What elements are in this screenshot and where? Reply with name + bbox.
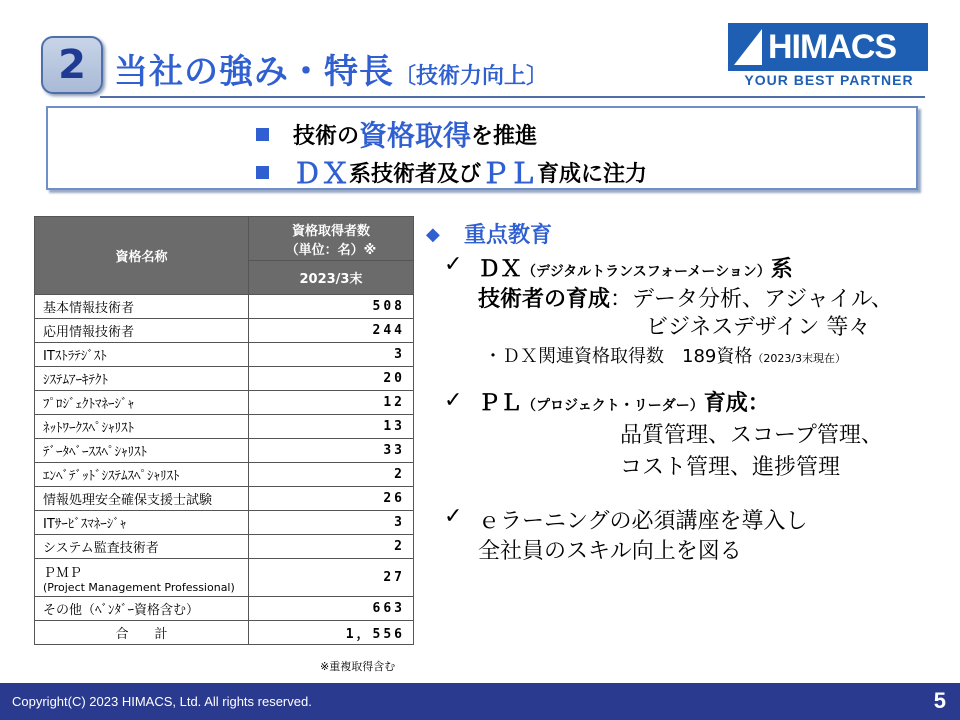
table-row bbox=[35, 439, 414, 463]
table-cell-name: 応用情報技術者 bbox=[35, 319, 249, 343]
table-cell-name: ﾈｯﾄﾜｰｸｽﾍﾟｼｬﾘｽﾄ bbox=[35, 415, 249, 439]
table-cell-value: 12 bbox=[249, 391, 414, 415]
table-cell-name: 基本情報技術者 bbox=[35, 295, 249, 319]
highlight-text: 系技術者及び bbox=[349, 161, 482, 187]
dx-line-2 bbox=[478, 282, 893, 313]
col-header-count bbox=[249, 217, 414, 261]
page-number: 5 bbox=[933, 688, 946, 713]
check-icon: ✓ bbox=[444, 504, 463, 529]
table-row bbox=[35, 295, 414, 319]
table-note: ※重複取得含む bbox=[320, 660, 396, 673]
dx-line-3: ビジネスデザイン 等々 bbox=[646, 315, 871, 340]
highlight-text: 技術の bbox=[293, 123, 360, 149]
table-cell-name: ITｽﾄﾗﾃｼﾞｽﾄ bbox=[35, 343, 249, 367]
table-row bbox=[35, 367, 414, 391]
check-icon: ✓ bbox=[444, 388, 463, 413]
pl-heading bbox=[478, 386, 770, 417]
dx-line2-rest: ：データ分析、アジャイル、 bbox=[610, 287, 893, 312]
square-bullet-icon bbox=[256, 128, 269, 141]
table-cell-value: 663 bbox=[249, 597, 414, 621]
table-cell-value: 2 bbox=[249, 535, 414, 559]
highlight-emphasis: ＤＸ bbox=[293, 157, 350, 190]
square-bullet-icon bbox=[256, 166, 269, 179]
copyright: Copyright(C) 2023 HIMACS, Ltd. All rights reserved. bbox=[12, 694, 312, 709]
check-icon: ✓ bbox=[444, 252, 463, 277]
pmp-subtitle: (Project Management Professional) bbox=[43, 580, 235, 594]
total-value: 1，556 bbox=[249, 621, 414, 645]
table-row bbox=[35, 319, 414, 343]
col-subheader-date: 2023/3末 bbox=[249, 261, 414, 295]
dx-head: ＤＸ bbox=[478, 257, 523, 282]
highlight-line-2 bbox=[256, 152, 647, 192]
logo-tagline: YOUR BEST PARTNER bbox=[744, 72, 914, 88]
pl-tail: 育成： bbox=[703, 391, 770, 416]
col-header-count-line1: 資格取得者数 bbox=[291, 223, 370, 239]
himacs-logo bbox=[728, 23, 928, 71]
table-cell-value: 508 bbox=[249, 295, 414, 319]
elearning-line-1: ｅラーニングの必須講座を導入し bbox=[478, 509, 808, 534]
col-header-count-line2: （単位：名）※ bbox=[285, 242, 377, 258]
highlight-text: を推進 bbox=[471, 123, 538, 149]
dx-kei: 系 bbox=[770, 257, 793, 282]
table-row bbox=[35, 597, 414, 621]
highlight-text: 育成に注力 bbox=[537, 161, 648, 187]
section-number-badge bbox=[41, 36, 103, 94]
total-label: 合 計 bbox=[35, 621, 249, 645]
table-row bbox=[35, 463, 414, 487]
logo-mark-icon bbox=[728, 23, 768, 71]
pl-small: （プロジェクト・リーダー） bbox=[522, 398, 704, 414]
table-cell-name: ﾃﾞｰﾀﾍﾞｰｽｽﾍﾟｼｬﾘｽﾄ bbox=[35, 439, 249, 463]
pl-line-3: コスト管理、進捗管理 bbox=[620, 455, 841, 480]
section-number: 2 bbox=[58, 42, 86, 88]
dx-small: （デジタルトランスフォーメーション） bbox=[522, 264, 771, 280]
highlight-emphasis: 資格取得 bbox=[359, 119, 472, 152]
page-title-main: 当社の強み・特長 bbox=[114, 52, 394, 92]
dx-line4-small: （2023/3末現在） bbox=[752, 352, 847, 365]
table-cell-value: 27 bbox=[249, 559, 414, 597]
page-title-sub: 〔技術力向上〕 bbox=[394, 64, 549, 89]
highlight-line-1 bbox=[256, 114, 537, 154]
table-cell-value: 20 bbox=[249, 367, 414, 391]
table-row bbox=[35, 415, 414, 439]
table-row bbox=[35, 487, 414, 511]
table-row bbox=[35, 559, 414, 597]
col-header-name: 資格名称 bbox=[35, 217, 249, 295]
table-cell-name: ｼｽﾃﾑｱｰｷﾃｸﾄ bbox=[35, 367, 249, 391]
pl-line-2: 品質管理、スコープ管理、 bbox=[620, 423, 883, 448]
table-cell-name: ｴﾝﾍﾞﾃﾞｯﾄﾞｼｽﾃﾑｽﾍﾟｼｬﾘｽﾄ bbox=[35, 463, 249, 487]
table-row bbox=[35, 391, 414, 415]
table-row bbox=[35, 535, 414, 559]
table-cell-value: 13 bbox=[249, 415, 414, 439]
highlight-box bbox=[46, 106, 918, 190]
table-cell-value: 2 bbox=[249, 463, 414, 487]
table-cell-value: 3 bbox=[249, 343, 414, 367]
qualification-table bbox=[34, 216, 414, 645]
table-row-total bbox=[35, 621, 414, 645]
logo-text: HIMACS bbox=[768, 27, 897, 66]
table-cell-name: その他（ﾍﾞﾝﾀﾞｰ資格含む） bbox=[35, 597, 249, 621]
table-cell-name bbox=[35, 559, 249, 597]
title-underline bbox=[100, 96, 925, 98]
footer-bar bbox=[0, 683, 960, 720]
table-cell-value: 3 bbox=[249, 511, 414, 535]
dx-heading bbox=[478, 252, 793, 283]
highlight-emphasis: ＰＬ bbox=[481, 157, 538, 190]
page-title bbox=[114, 44, 548, 93]
dx-line4-text: ・ＤＸ関連資格取得数 189資格 bbox=[484, 346, 753, 367]
table-row bbox=[35, 511, 414, 535]
pl-head: ＰＬ bbox=[478, 391, 523, 416]
table-cell-value: 244 bbox=[249, 319, 414, 343]
table-cell-value: 26 bbox=[249, 487, 414, 511]
table-cell-value: 33 bbox=[249, 439, 414, 463]
elearning-line-2: 全社員のスキル向上を図る bbox=[478, 539, 742, 564]
table-cell-name: 情報処理安全確保支援士試験 bbox=[35, 487, 249, 511]
diamond-bullet-icon: ◆ bbox=[426, 224, 440, 245]
table-cell-name: システム監査技術者 bbox=[35, 535, 249, 559]
dx-line-4 bbox=[484, 342, 846, 368]
dx-line2-bold: 技術者の育成 bbox=[478, 287, 611, 312]
pmp-name: ＰＭＰ bbox=[43, 565, 83, 581]
table-row bbox=[35, 343, 414, 367]
focus-title: 重点教育 bbox=[464, 223, 553, 248]
table-cell-name: ﾌﾟﾛｼﾞｪｸﾄﾏﾈｰｼﾞｬ bbox=[35, 391, 249, 415]
table-cell-name: ITｻｰﾋﾞｽﾏﾈｰｼﾞｬ bbox=[35, 511, 249, 535]
